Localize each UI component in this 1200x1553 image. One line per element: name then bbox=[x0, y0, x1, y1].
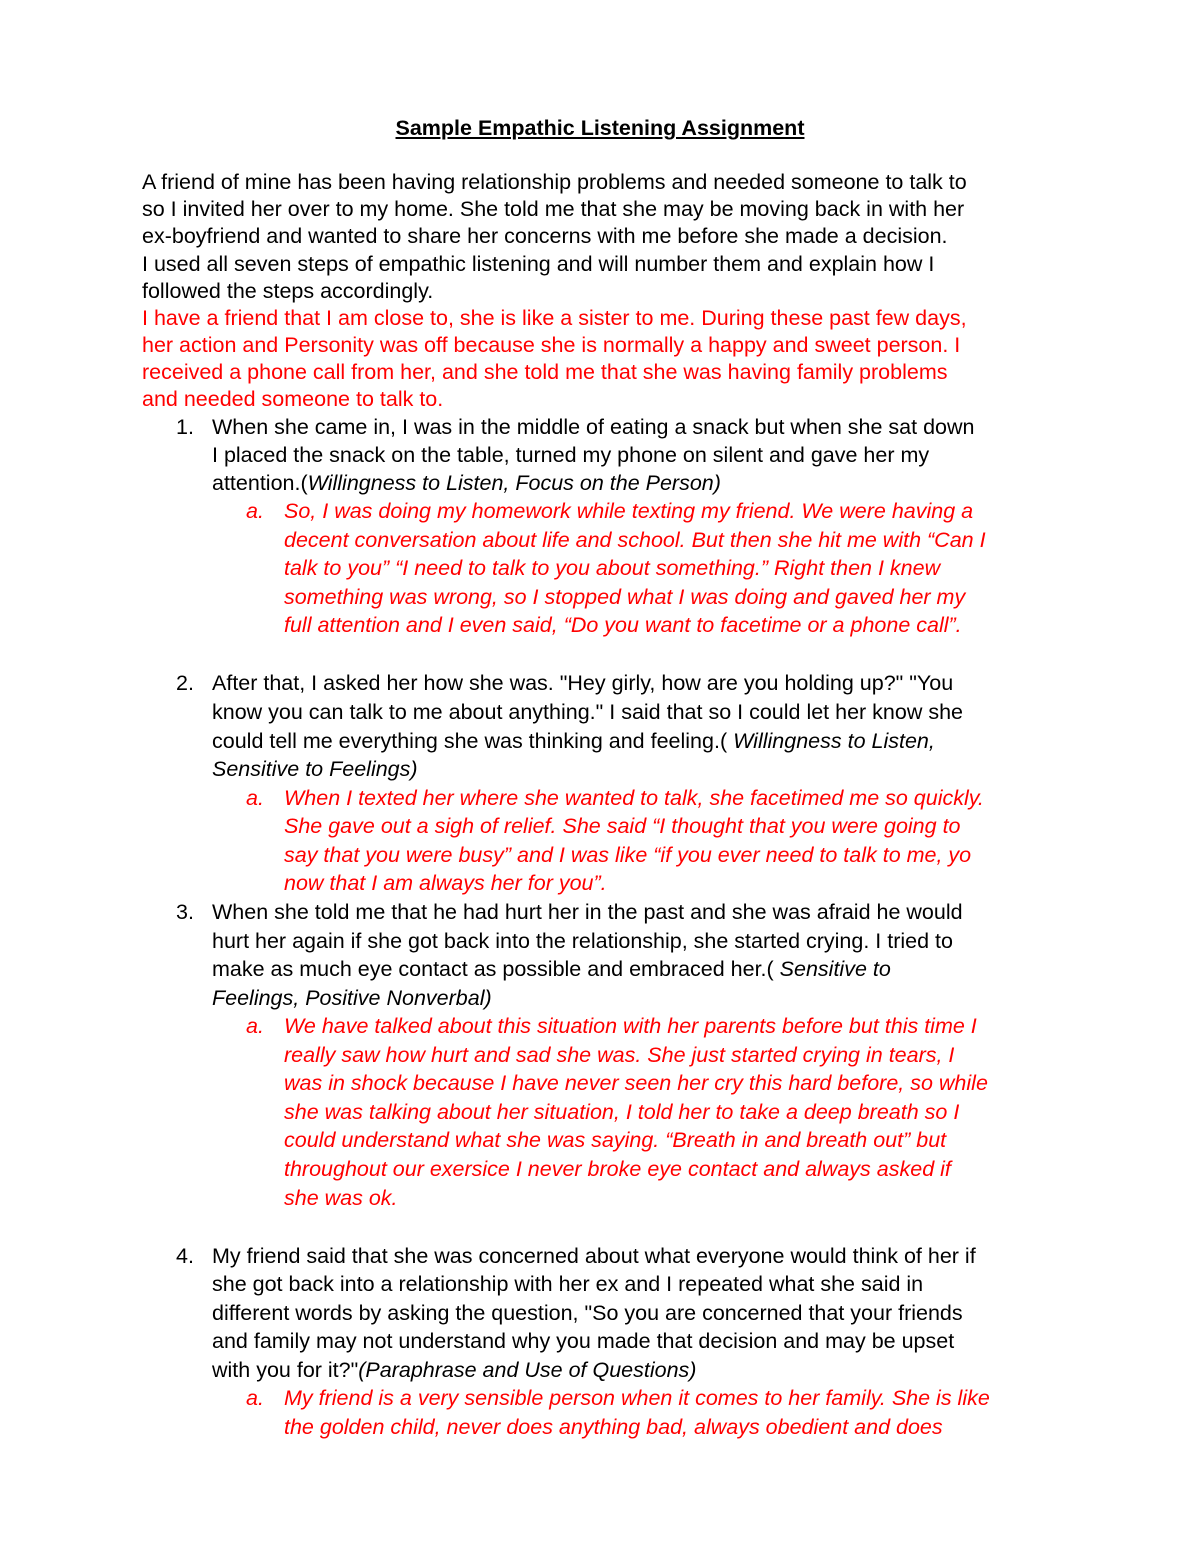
step-line bbox=[212, 727, 935, 755]
step-text: with you for it?" bbox=[212, 1358, 359, 1382]
response-line: received a phone call from her, and she told me that she was having family problems bbox=[142, 360, 948, 384]
sub-line: now that I am always her for you”. bbox=[284, 871, 607, 895]
step-skill-label: Sensitive to Feelings) bbox=[212, 757, 418, 781]
sub-line: say that you were busy” and I was like “if you ever need to talk to me, yo bbox=[284, 843, 972, 867]
step-number: 1. bbox=[176, 415, 194, 439]
step-text: make as much eye contact as possible and embraced her.( bbox=[212, 957, 774, 981]
step-skill-label: Willingness to Listen, bbox=[727, 729, 935, 753]
step-line: My friend said that she was concerned about what everyone would think of her if bbox=[212, 1244, 976, 1268]
step-line: After that, I asked her how she was. "Hey girly, how are you holding up?" "You bbox=[212, 671, 954, 695]
sub-line: was in shock because I have never seen her cry this hard before, so while bbox=[284, 1071, 988, 1095]
intro-line: I used all seven steps of empathic listening and will number them and explain how I bbox=[142, 252, 935, 276]
step-line: When she came in, I was in the middle of eating a snack but when she sat down bbox=[212, 415, 975, 439]
intro-line: ex-boyfriend and wanted to share her concerns with me before she made a decision. bbox=[142, 224, 948, 248]
step-line bbox=[212, 1356, 696, 1384]
step-text: could tell me everything she was thinking and feeling.( bbox=[212, 729, 728, 753]
step-skill-label: Feelings, Positive Nonverbal) bbox=[212, 986, 492, 1010]
sub-line: She gave out a sigh of relief. She said “I thought that you were going to bbox=[284, 814, 961, 838]
sub-line: she was ok. bbox=[284, 1186, 398, 1210]
sub-line: decent conversation about life and school. But then she hit me with “Can I bbox=[284, 528, 986, 552]
response-line: her action and Personity was off because she is normally a happy and sweet person. I bbox=[142, 333, 961, 357]
step-line bbox=[212, 469, 721, 497]
sub-marker: a. bbox=[246, 1014, 264, 1038]
sub-line: full attention and I even said, “Do you want to facetime or a phone call”. bbox=[284, 613, 962, 637]
sub-line: My friend is a very sensible person when it comes to her family. She is like bbox=[284, 1386, 990, 1410]
sub-marker: a. bbox=[246, 786, 264, 810]
sub-line: she was talking about her situation, I told her to take a deep breath so I bbox=[284, 1100, 960, 1124]
sub-line: something was wrong, so I stopped what I was doing and gaved her my bbox=[284, 585, 966, 609]
sub-line: talk to you” “I need to talk to you about something.” Right then I knew bbox=[284, 556, 941, 580]
sub-line: So, I was doing my homework while texting my friend. We were having a bbox=[284, 499, 974, 523]
sub-line: the golden child, never does anything bad, always obedient and does bbox=[284, 1415, 943, 1439]
intro-line: followed the steps accordingly. bbox=[142, 279, 434, 303]
step-text: attention.( bbox=[212, 471, 308, 495]
sub-line: could understand what she was saying. “Breath in and breath out” but bbox=[284, 1128, 947, 1152]
step-line bbox=[212, 955, 891, 983]
step-line: different words by asking the question, "So you are concerned that your friends bbox=[212, 1301, 963, 1325]
step-skill-label: Sensitive to bbox=[773, 957, 891, 981]
step-number: 3. bbox=[176, 900, 194, 924]
sub-line: We have talked about this situation with her parents before but this time I bbox=[284, 1014, 977, 1038]
intro-line: so I invited her over to my home. She told me that she may be moving back in with her bbox=[142, 197, 965, 221]
step-number: 4. bbox=[176, 1244, 194, 1268]
response-line: I have a friend that I am close to, she is like a sister to me. During these past few days, bbox=[142, 306, 967, 330]
intro-line: A friend of mine has been having relationship problems and needed someone to talk to bbox=[142, 170, 967, 194]
step-line: she got back into a relationship with her ex and I repeated what she said in bbox=[212, 1272, 924, 1296]
step-line: When she told me that he had hurt her in the past and she was afraid he would bbox=[212, 900, 963, 924]
sub-line: really saw how hurt and sad she was. She just started crying in tears, I bbox=[284, 1043, 955, 1067]
response-line: and needed someone to talk to. bbox=[142, 387, 444, 411]
step-line: I placed the snack on the table, turned my phone on silent and gave her my bbox=[212, 443, 930, 467]
step-skill-label: (Paraphrase and Use of Questions) bbox=[358, 1358, 697, 1382]
sub-line: When I texted her where she wanted to talk, she facetimed me so quickly. bbox=[284, 786, 984, 810]
sub-marker: a. bbox=[246, 1386, 264, 1410]
step-line: know you can talk to me about anything." I said that so I could let her know she bbox=[212, 700, 964, 724]
sub-line: throughout our exersice I never broke eye contact and always asked if bbox=[284, 1157, 951, 1181]
sub-marker: a. bbox=[246, 499, 264, 523]
step-line: and family may not understand why you made that decision and may be upset bbox=[212, 1329, 955, 1353]
step-skill-label: Willingness to Listen, Focus on the Person) bbox=[307, 471, 721, 495]
page-title: Sample Empathic Listening Assignment bbox=[395, 116, 805, 140]
step-number: 2. bbox=[176, 671, 194, 695]
step-line: hurt her again if she got back into the relationship, she started crying. I tried to bbox=[212, 929, 953, 953]
